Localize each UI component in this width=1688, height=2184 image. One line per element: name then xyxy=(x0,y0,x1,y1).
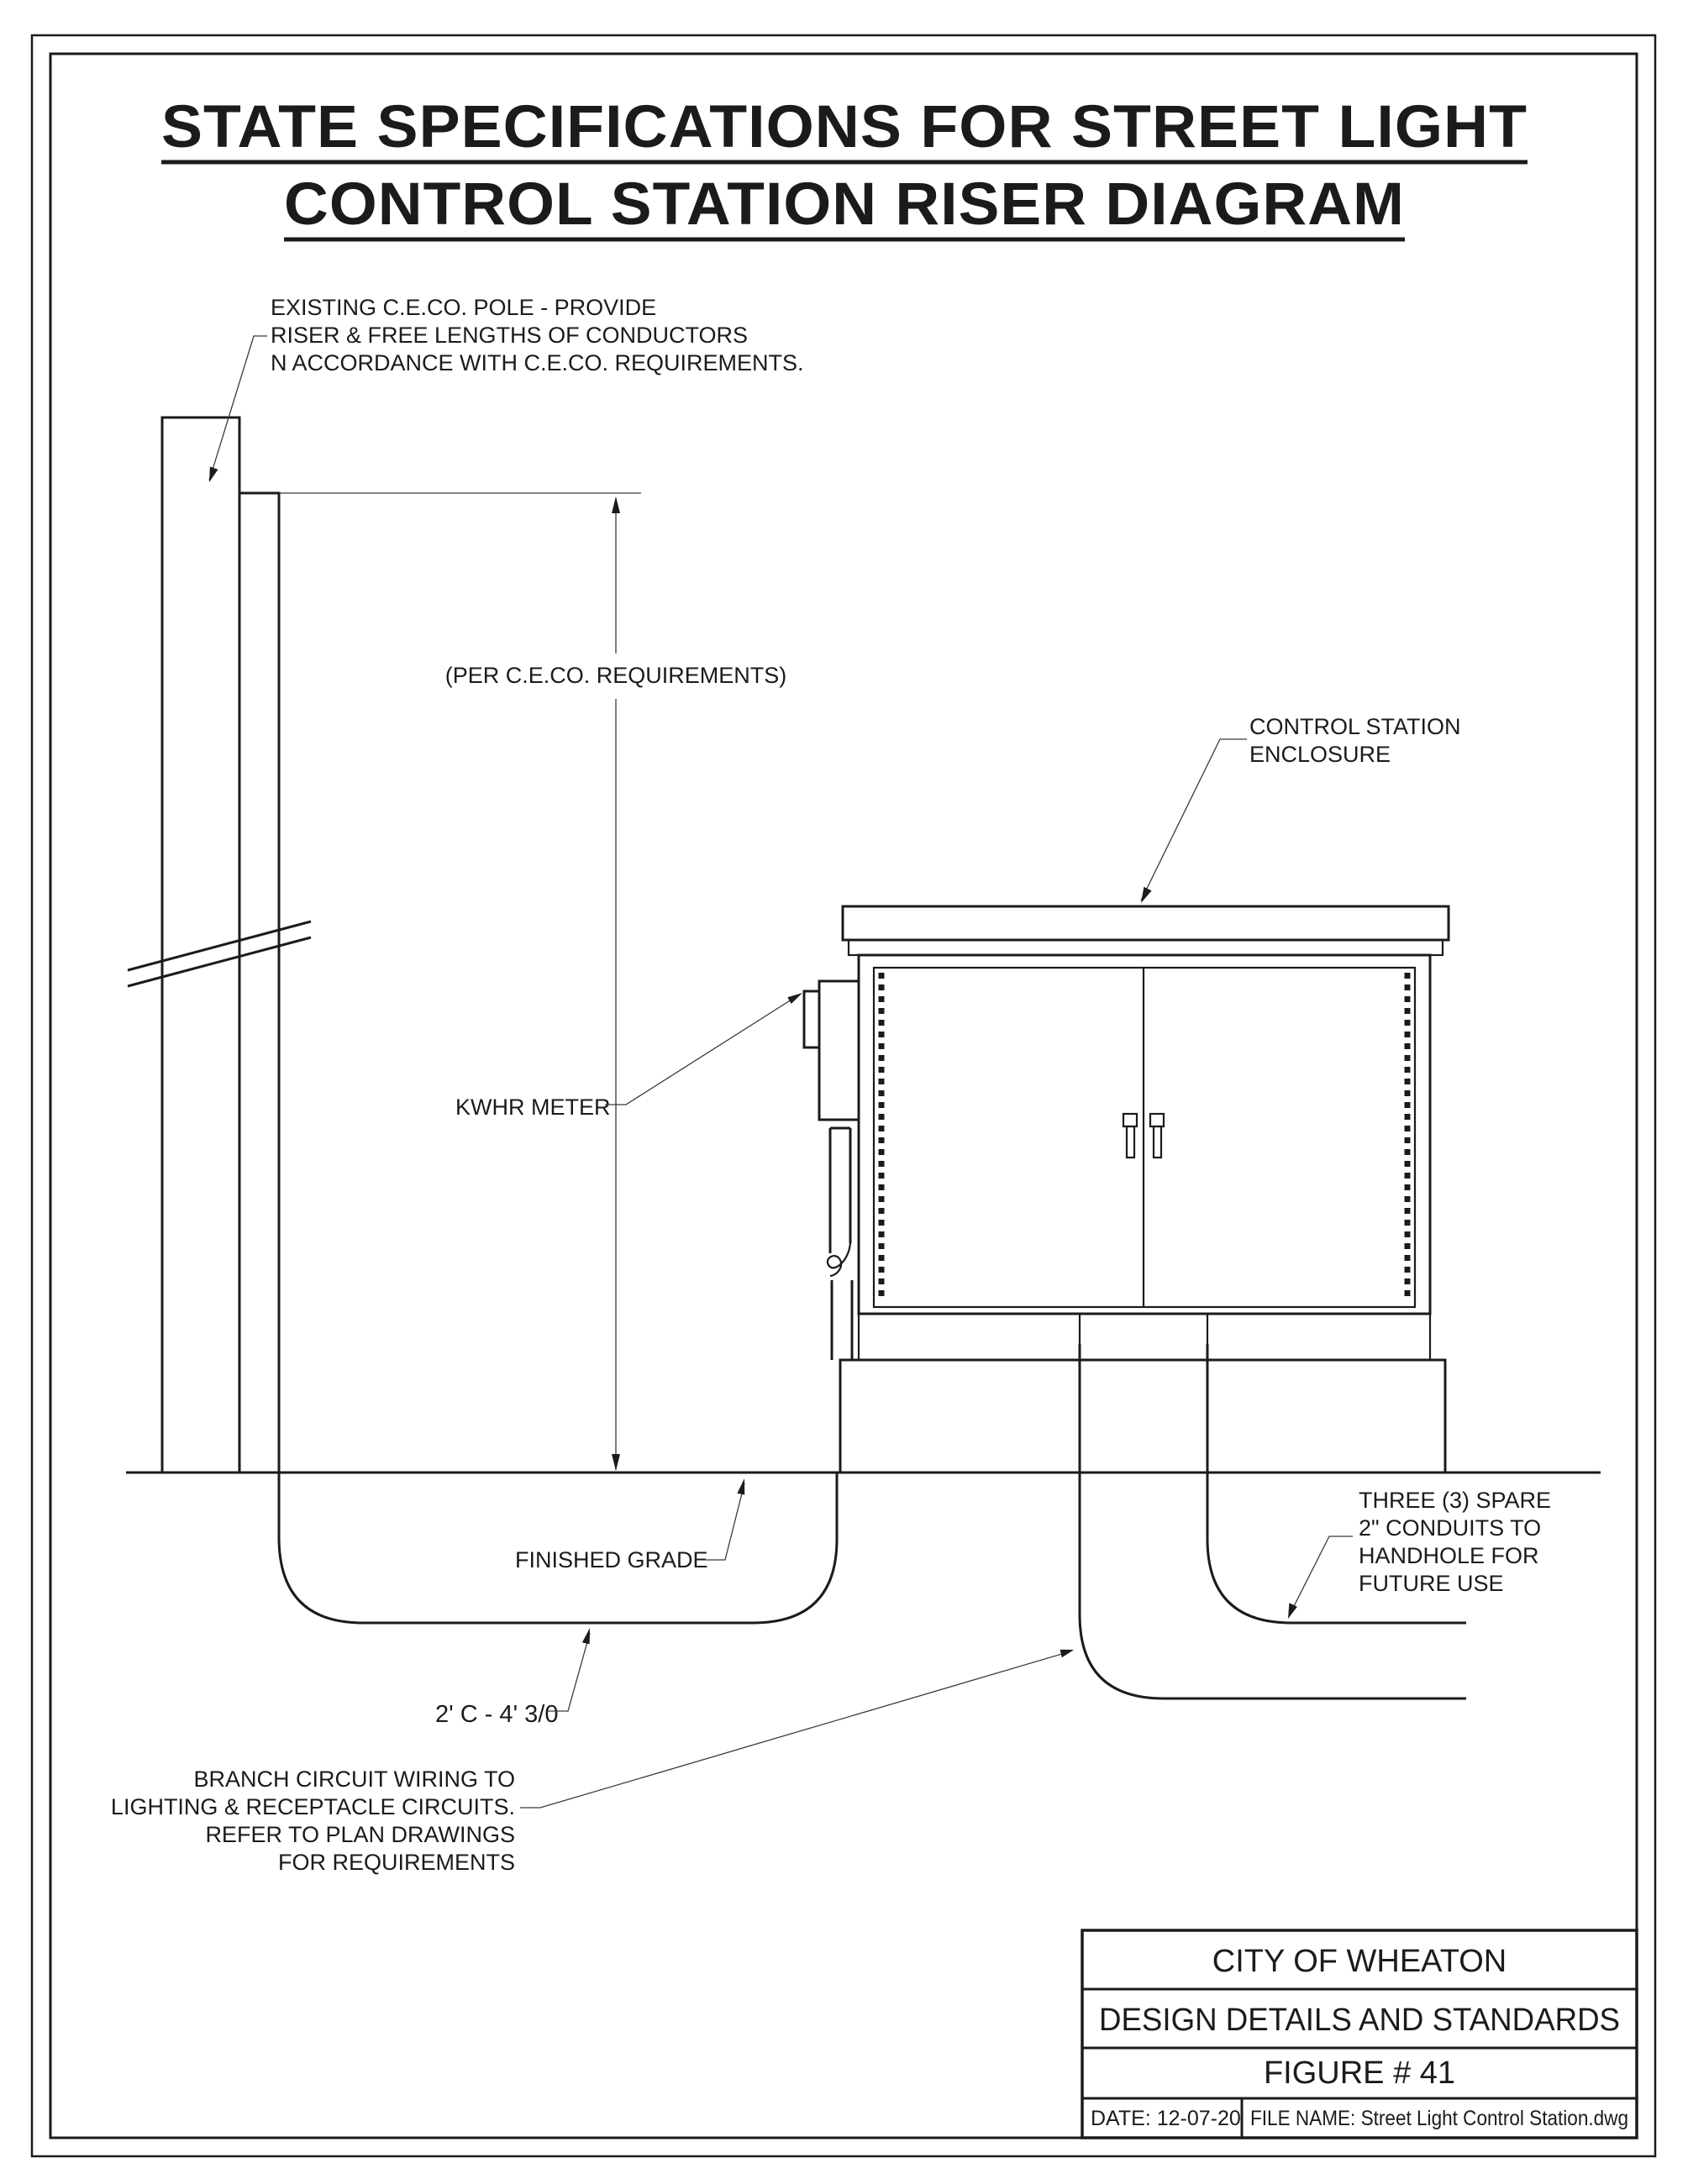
pole-note-line-1: EXISTING C.E.CO. POLE - PROVIDE xyxy=(271,295,657,320)
grade-note xyxy=(515,1478,744,1572)
kwhr-meter-face xyxy=(804,991,819,1047)
enclosure-note xyxy=(1141,714,1461,903)
pole-note-line-3: N ACCORDANCE WITH C.E.CO. REQUIREMENTS. xyxy=(271,350,804,375)
branch-note-line-4: FOR REQUIREMENTS xyxy=(277,1850,515,1875)
service-note-label: 2' C - 4' 3/0 xyxy=(435,1701,559,1728)
meter-note-arrow-icon xyxy=(787,993,802,1004)
service-note-leader xyxy=(548,1633,590,1711)
pad-outline xyxy=(840,1360,1445,1473)
spare-note-line-1: THREE (3) SPARE xyxy=(1359,1488,1552,1513)
service-note-arrow-icon xyxy=(582,1628,590,1644)
branch-note-line-3: REFER TO PLAN DRAWINGS xyxy=(205,1822,515,1847)
enclosure-note-line-1: CONTROL STATION xyxy=(1249,714,1461,739)
drawing-title xyxy=(161,94,1528,239)
grade-note-label: FINISHED GRADE xyxy=(515,1547,708,1572)
kwhr-meter-assembly xyxy=(804,981,859,1360)
spare-note xyxy=(1288,1488,1551,1619)
enclosure-note-line-2: ENCLOSURE xyxy=(1249,742,1391,767)
title-block-figure: FIGURE # 41 xyxy=(1263,2055,1456,2091)
door-handle-left xyxy=(1123,1114,1137,1158)
spare-note-line-3: HANDHOLE FOR xyxy=(1359,1543,1539,1568)
meter-note xyxy=(455,993,802,1120)
pole-body xyxy=(162,417,239,1473)
title-block-doc: DESIGN DETAILS AND STANDARDS xyxy=(1099,2003,1620,2038)
spare-note-line-4: FUTURE USE xyxy=(1359,1571,1504,1596)
underground-conduits xyxy=(279,1314,1466,1698)
title-block-filename: FILE NAME: Street Light Control Station.dwg xyxy=(1250,2107,1628,2130)
pole-riser-conduit xyxy=(239,493,279,1473)
spare-note-arrow-icon xyxy=(1288,1603,1297,1619)
meter-note-label: KWHR METER xyxy=(455,1095,611,1120)
title-line-1: STATE SPECIFICATIONS FOR STREET LIGHT xyxy=(161,94,1528,160)
title-block-date: DATE: 12-07-20 xyxy=(1091,2107,1241,2130)
pole-note xyxy=(209,295,804,482)
spare-note-leader xyxy=(1290,1536,1353,1614)
enclosure-note-leader xyxy=(1141,739,1247,900)
dimension-arrow-up-icon xyxy=(612,496,620,513)
title-block-org: CITY OF WHEATON xyxy=(1212,1944,1507,1979)
dimension-label: (PER C.E.CO. REQUIREMENTS) xyxy=(444,663,787,688)
foundation-pad xyxy=(840,1314,1445,1473)
branch-note-arrow-icon xyxy=(1060,1650,1074,1658)
enclosure-roof-lower xyxy=(849,940,1443,955)
utility-pole xyxy=(128,417,311,1473)
meter-note-leader xyxy=(605,994,801,1105)
grade-note-arrow-icon xyxy=(737,1478,744,1495)
enclosure-roof-cap xyxy=(843,906,1449,940)
title-block xyxy=(1082,1930,1637,2138)
grade-note-leader xyxy=(704,1483,744,1560)
pole-note-arrow-icon xyxy=(209,467,218,483)
pole-height-dimension xyxy=(279,493,786,1471)
title-line-2: CONTROL STATION RISER DIAGRAM xyxy=(284,171,1405,238)
enclosure-note-arrow-icon xyxy=(1141,887,1152,903)
door-handle-right xyxy=(1150,1114,1164,1158)
branch-note xyxy=(111,1650,1074,1875)
spare-note-line-2: 2" CONDUITS TO xyxy=(1359,1515,1542,1541)
control-station-enclosure xyxy=(843,906,1449,1314)
branch-note-leader xyxy=(520,1651,1070,1808)
service-note xyxy=(435,1628,590,1728)
pole-note-line-2: RISER & FREE LENGTHS OF CONDUCTORS xyxy=(271,323,749,348)
branch-note-line-1: BRANCH CIRCUIT WIRING TO xyxy=(193,1767,515,1792)
dimension-arrow-down-icon xyxy=(612,1454,620,1471)
kwhr-meter-body xyxy=(819,981,859,1120)
branch-note-line-2: LIGHTING & RECEPTACLE CIRCUITS. xyxy=(110,1794,515,1819)
